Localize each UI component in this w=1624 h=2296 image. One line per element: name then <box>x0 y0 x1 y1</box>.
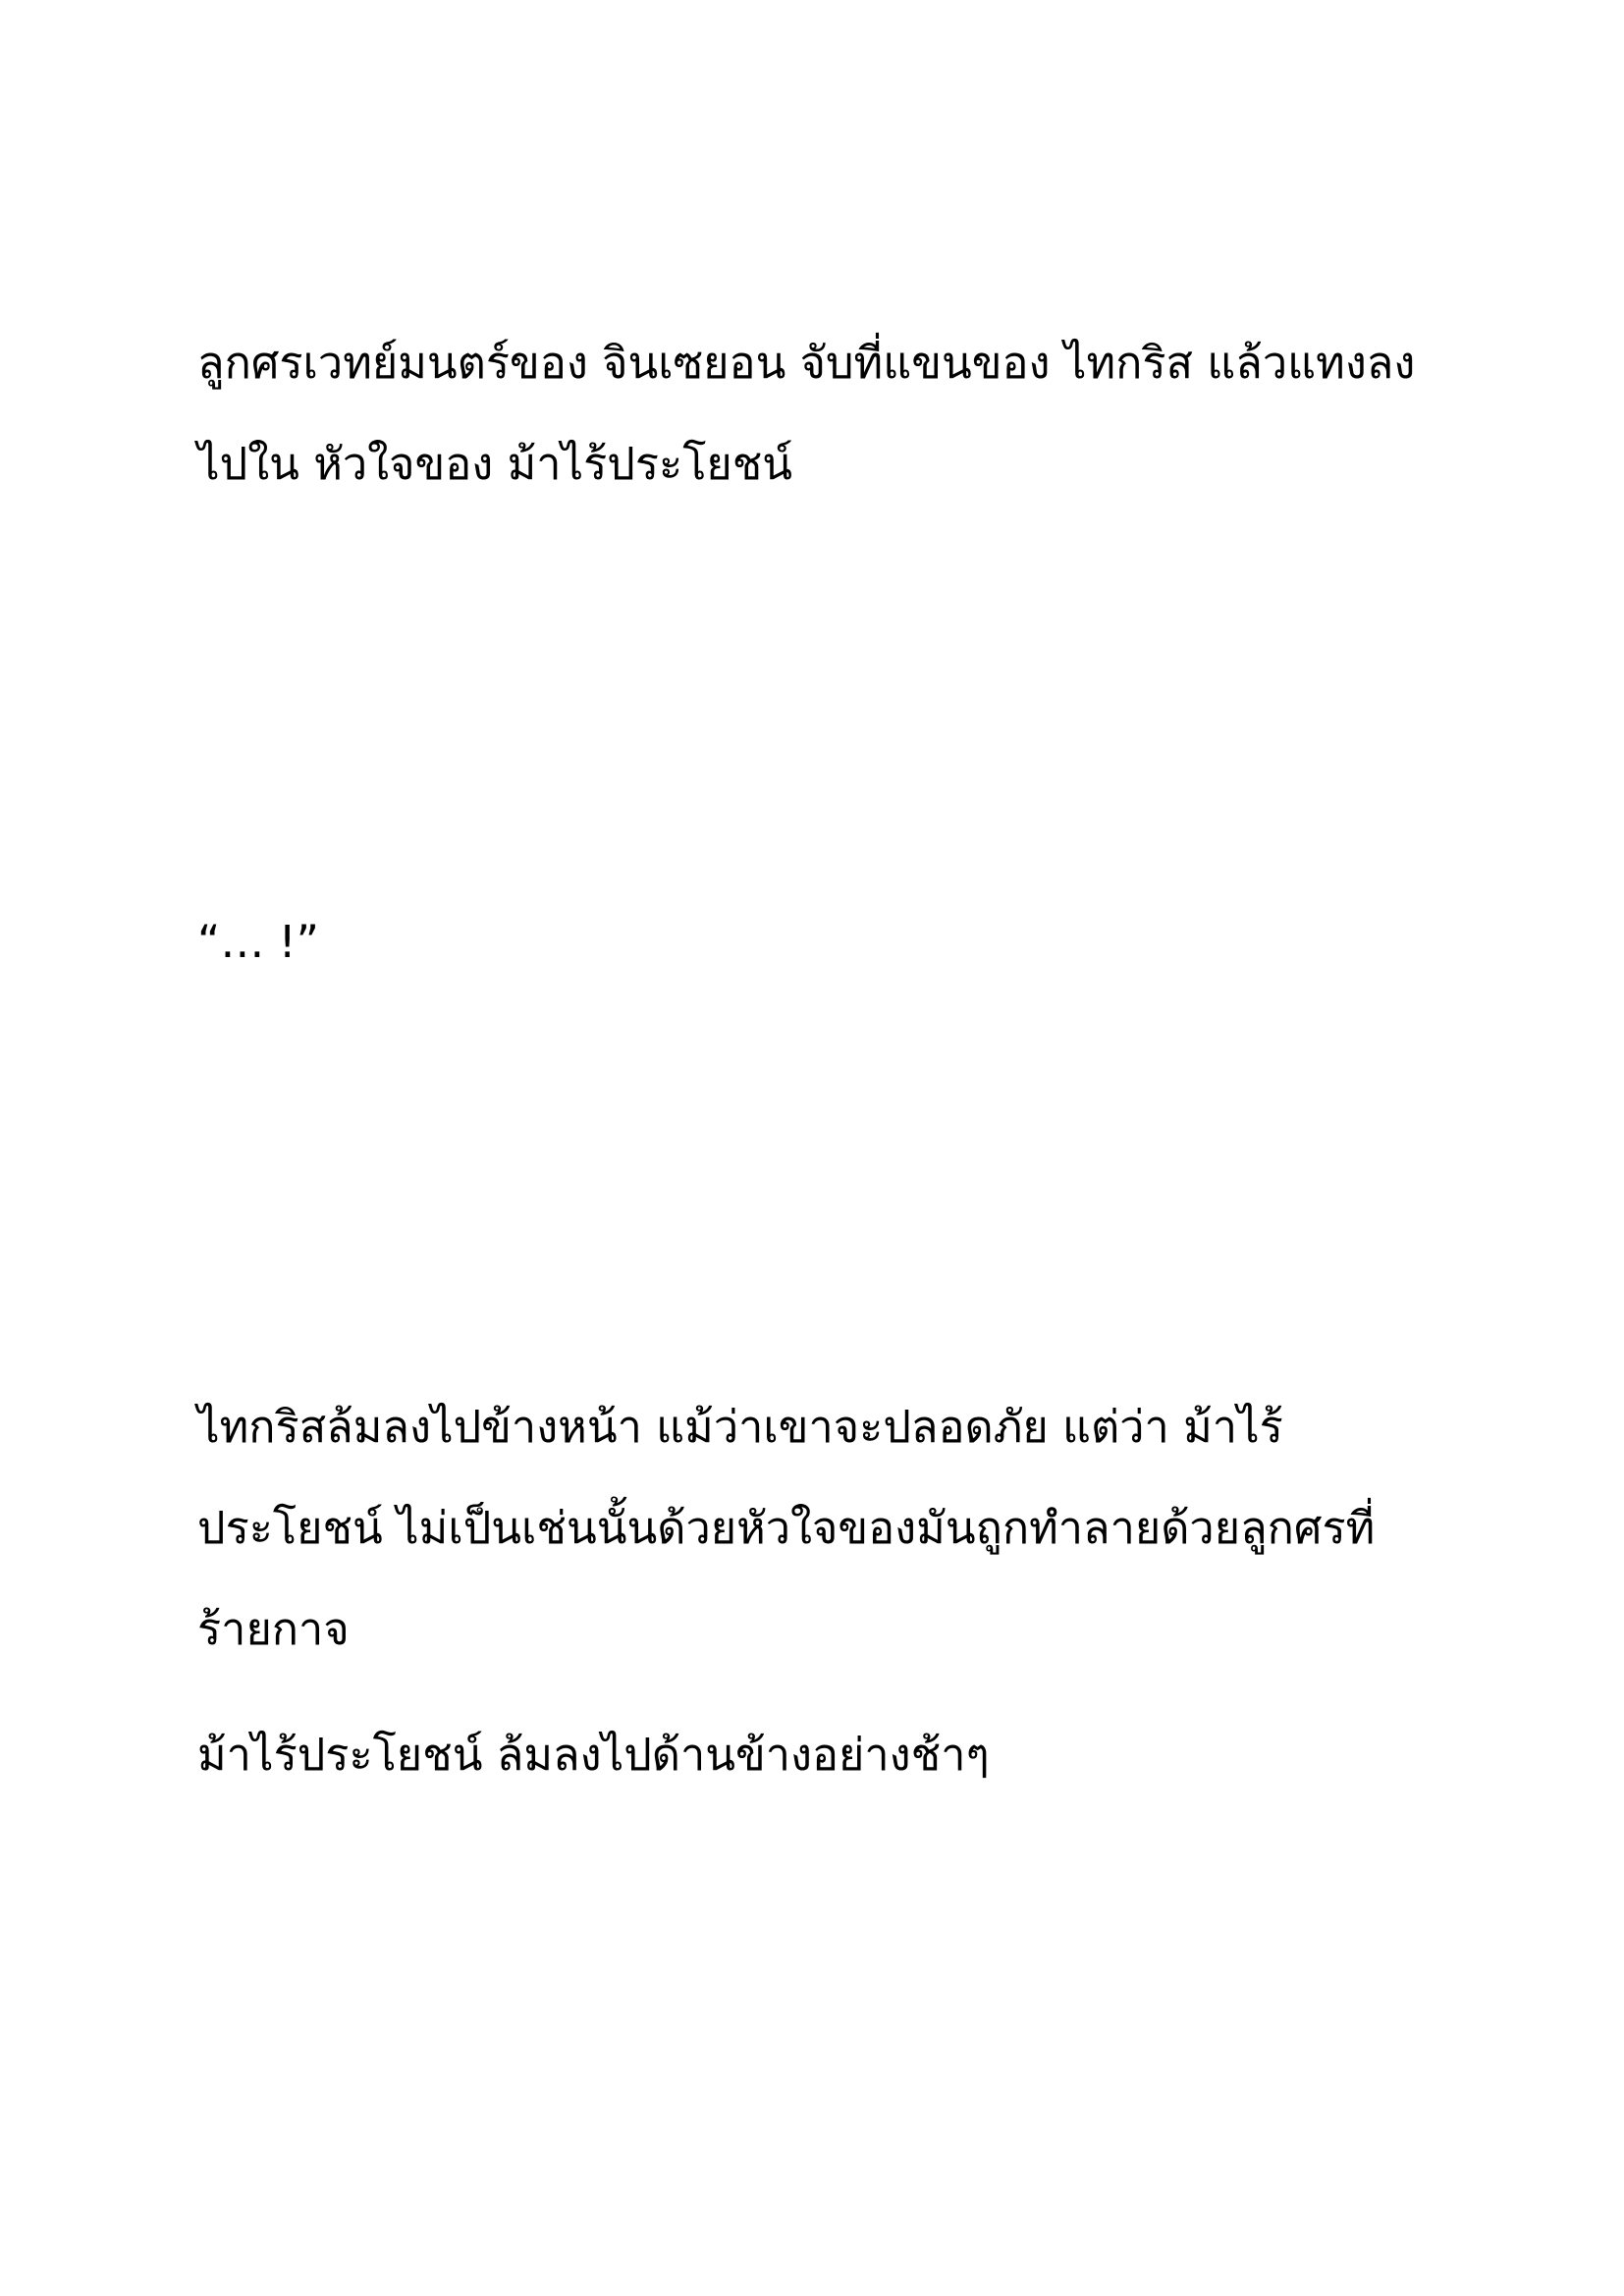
paragraph-horse-falls: ม้าไร้ประโยชน์ ล้มลงไปด้านข้างอย่างช้าๆ <box>197 1729 990 1781</box>
paragraph-arrow-strike: ลูกศรเวทย์มนตร์ของ จินเซยอน จับที่แขนของ ไทกริส แล้วแทงลงไปใน หัวใจของ ม้าไร้ประโยชน์ <box>197 337 1416 490</box>
paragraph-exclamation: “… !” <box>197 916 319 968</box>
paragraph-tigris-falls: ไทกริสล้มลงไปข้างหน้า แม้ว่าเขาจะปลอดภัย แต่ว่า ม้าไร้ประโยชน์ ไม่เป็นเช่นนั้นด้วยหัวใจของมันถูกทำลายด้วยลูกศรที่ร้ายกาจ <box>197 1401 1376 1655</box>
